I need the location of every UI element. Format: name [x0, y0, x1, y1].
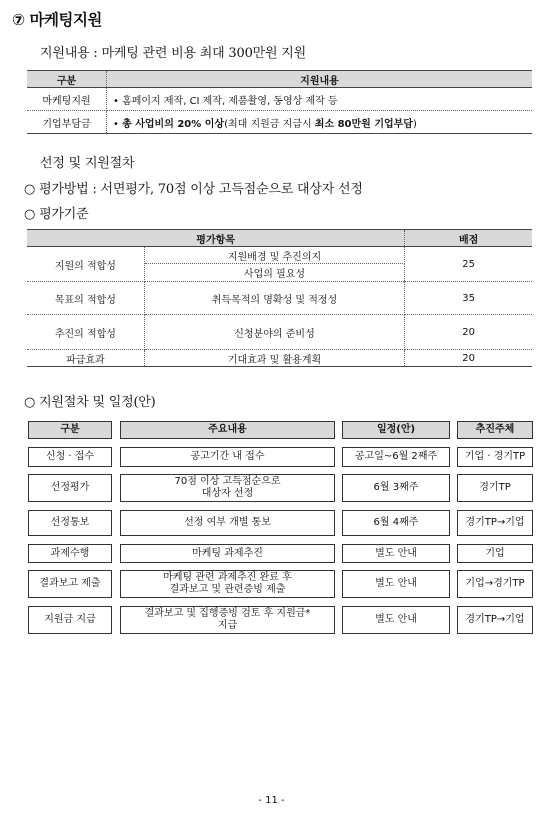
schedule-date: 6월 4째주 — [342, 510, 450, 536]
eval-row — [27, 315, 532, 350]
cost-share-bold: 총 사업비의 20% 이상 — [122, 118, 225, 130]
schedule-header-content: 주요내용 — [120, 421, 335, 439]
eval-category: 목표의 적합성 — [27, 282, 144, 315]
schedule-heading: ○ 지원절차 및 일정(안) — [24, 395, 156, 410]
bullet: • — [113, 118, 123, 130]
eval-score: 20 — [405, 315, 532, 350]
schedule-content: 마케팅 관련 과제추진 완료 후 결과보고 및 관련증빙 제출 — [120, 570, 335, 598]
eval-score: 20 — [405, 350, 532, 367]
schedule-stage: 과제수행 — [28, 544, 112, 563]
support-header-category: 구분 — [27, 71, 107, 88]
schedule-actor: 경기TP→기업 — [457, 606, 533, 634]
support-row — [27, 88, 532, 111]
schedule-date: 6월 3째주 — [342, 474, 450, 502]
support-row-label: 마케팅지원 — [27, 88, 107, 111]
schedule-stage: 신청 · 접수 — [28, 447, 112, 467]
schedule-date: 별도 안내 — [342, 606, 450, 634]
eval-table-header — [27, 230, 532, 247]
cost-share-minimum: 최소 80만원 기업부담 — [314, 118, 413, 130]
eval-score: 35 — [405, 282, 532, 315]
schedule-content: 마케팅 과제추진 — [120, 544, 335, 563]
schedule-actor: 기업→경기TP — [457, 570, 533, 598]
eval-category: 지원의 적합성 — [27, 247, 144, 282]
schedule-content: 70점 이상 고득점순으로 대상자 선정 — [120, 474, 335, 502]
schedule-header-actor: 추진주체 — [457, 421, 533, 439]
schedule-content: 선정 여부 개별 통보 — [120, 510, 335, 536]
eval-category: 파급효과 — [27, 350, 144, 367]
schedule-actor: 경기TP→기업 — [457, 510, 533, 536]
eval-category: 추진의 적합성 — [27, 315, 144, 350]
support-table-header — [27, 71, 532, 88]
eval-item: 사업의 필요성 — [144, 264, 404, 282]
evaluation-table — [27, 229, 532, 367]
schedule-stage: 선정평가 — [28, 474, 112, 502]
eval-score: 25 — [405, 247, 532, 282]
schedule-stage: 지원금 지급 — [28, 606, 112, 634]
eval-item: 신청분야의 준비성 — [144, 315, 404, 350]
schedule-stage: 결과보고 제출 — [28, 570, 112, 598]
support-header-content: 지원내용 — [107, 71, 533, 88]
eval-method: ○ 평가방법 : 서면평가, 70점 이상 고득점순으로 대상자 선정 — [24, 182, 363, 197]
eval-row — [27, 350, 532, 367]
schedule-header-stage: 구분 — [28, 421, 112, 439]
schedule-actor: 기업 — [457, 544, 533, 563]
eval-header-items: 평가항목 — [27, 230, 405, 247]
support-row-content: • 홈페이지 제작, CI 제작, 제품촬영, 동영상 제작 등 — [107, 88, 533, 111]
schedule-content: 공고기간 내 접수 — [120, 447, 335, 467]
eval-item: 기대효과 및 활용계획 — [144, 350, 404, 367]
eval-header-score: 배점 — [405, 230, 532, 247]
schedule-stage: 선정통보 — [28, 510, 112, 536]
schedule-date: 별도 안내 — [342, 544, 450, 563]
page-number: - 11 - — [258, 795, 285, 806]
support-row — [27, 111, 532, 134]
cost-share-note: (최대 지원금 지급시 — [224, 118, 315, 130]
eval-item: 취득목적의 명확성 및 적정성 — [144, 282, 404, 315]
schedule-date: 공고일~6월 2째주 — [342, 447, 450, 467]
schedule-date: 별도 안내 — [342, 570, 450, 598]
support-content-line: 지원내용 : 마케팅 관련 비용 최대 300만원 지원 — [40, 46, 307, 61]
cost-share-close: ) — [412, 118, 417, 130]
eval-item: 지원배경 및 추진의지 — [144, 247, 404, 264]
section-title: ⑦ 마케팅지원 — [12, 11, 102, 29]
support-row-label: 기업부담금 — [27, 111, 107, 134]
eval-criteria-heading: ○ 평가기준 — [24, 207, 89, 222]
schedule-content: 결과보고 및 집행증빙 검토 후 지원금* 지급 — [120, 606, 335, 634]
support-row-content — [107, 111, 533, 134]
schedule-header-date: 일정(안) — [342, 421, 450, 439]
eval-row — [27, 282, 532, 315]
eval-row — [27, 247, 532, 264]
selection-heading: 선정 및 지원절차 — [40, 156, 135, 171]
schedule-actor: 경기TP — [457, 474, 533, 502]
support-table — [27, 70, 532, 134]
schedule-actor: 기업 · 경기TP — [457, 447, 533, 467]
